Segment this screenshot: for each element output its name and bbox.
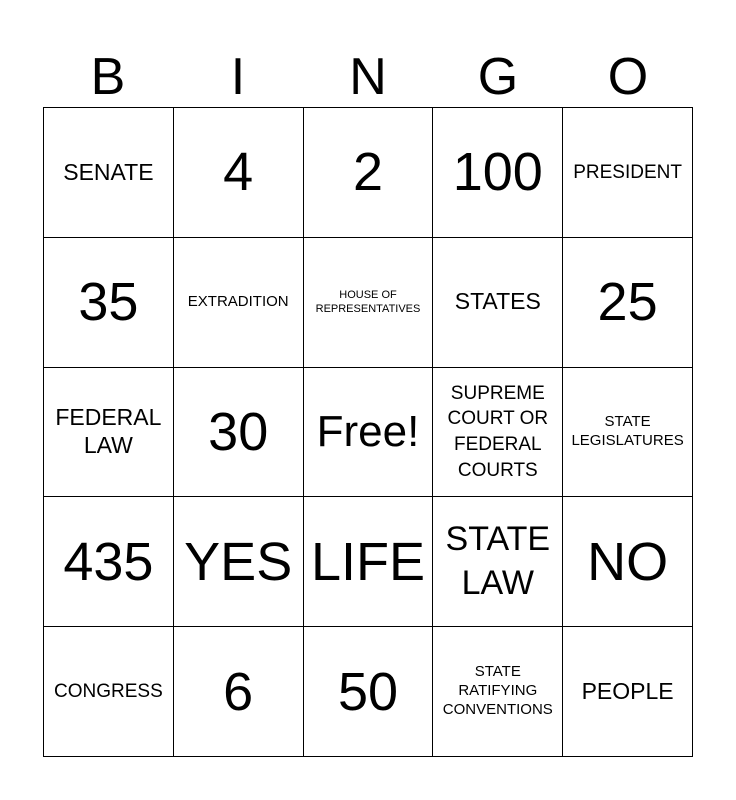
bingo-cell[interactable] [174,497,304,627]
header-letter-o: O [607,48,649,106]
bingo-cell[interactable] [44,368,174,498]
cell-label: 2 [352,142,384,203]
bingo-cell[interactable] [433,368,563,498]
cell-label: Free! [316,406,420,456]
header-letter-g: G [477,48,519,106]
cell-label: 6 [223,661,254,722]
cell-label: YES [184,531,293,592]
bingo-header [43,42,693,108]
bingo-cell[interactable] [433,627,563,757]
bingo-cell[interactable] [44,108,174,238]
cell-label: STATES [454,288,541,315]
cell-label: PEOPLE [581,677,674,704]
cell-label: 35 [78,272,139,333]
cell-label: PRESIDENT [573,161,682,183]
cell-label: 100 [452,142,543,203]
bingo-cell[interactable] [174,108,304,238]
bingo-cell[interactable] [563,108,693,238]
cell-label: EXTRADITION [187,292,289,310]
cell-label: FEDERAL LAW [55,404,162,458]
header-letter-i: I [230,48,246,106]
header-letter-b: B [90,48,126,106]
bingo-cell[interactable] [174,368,304,498]
free-space-cell[interactable] [304,368,434,498]
cell-label: CONGRESS [54,680,163,702]
bingo-cell[interactable] [44,497,174,627]
cell-label: 4 [223,142,254,203]
cell-label: STATE LAW [445,520,551,602]
bingo-cell[interactable] [433,238,563,368]
cell-label: 25 [597,272,658,333]
bingo-cell[interactable] [174,238,304,368]
bingo-cell[interactable] [304,627,434,757]
cell-label: SENATE [63,158,154,185]
cell-label: 435 [63,531,154,592]
bingo-cell[interactable] [433,497,563,627]
bingo-cell[interactable] [304,497,434,627]
bingo-cell[interactable] [563,497,693,627]
cell-label: STATE RATIFYING CONVENTIONS [442,663,553,718]
bingo-board [43,107,693,757]
bingo-cell[interactable] [433,108,563,238]
bingo-cell[interactable] [563,238,693,368]
cell-label: 50 [337,661,399,722]
bingo-cell[interactable] [304,108,434,238]
cell-label: 30 [208,401,269,462]
cell-label: STATE LEGISLATURES [571,413,684,449]
bingo-cell[interactable] [304,238,434,368]
bingo-cell[interactable] [174,627,304,757]
cell-label: HOUSE OF REPRESENTATIVES [315,288,421,316]
cell-label: NO [587,531,669,592]
bingo-cell[interactable] [44,627,174,757]
bingo-cell[interactable] [44,238,174,368]
cell-label: SUPREME COURT OR FEDERAL COURTS [447,382,549,481]
bingo-cell[interactable] [563,627,693,757]
header-letter-n: N [349,48,387,106]
bingo-cell[interactable] [563,368,693,498]
cell-label: LIFE [310,531,426,592]
